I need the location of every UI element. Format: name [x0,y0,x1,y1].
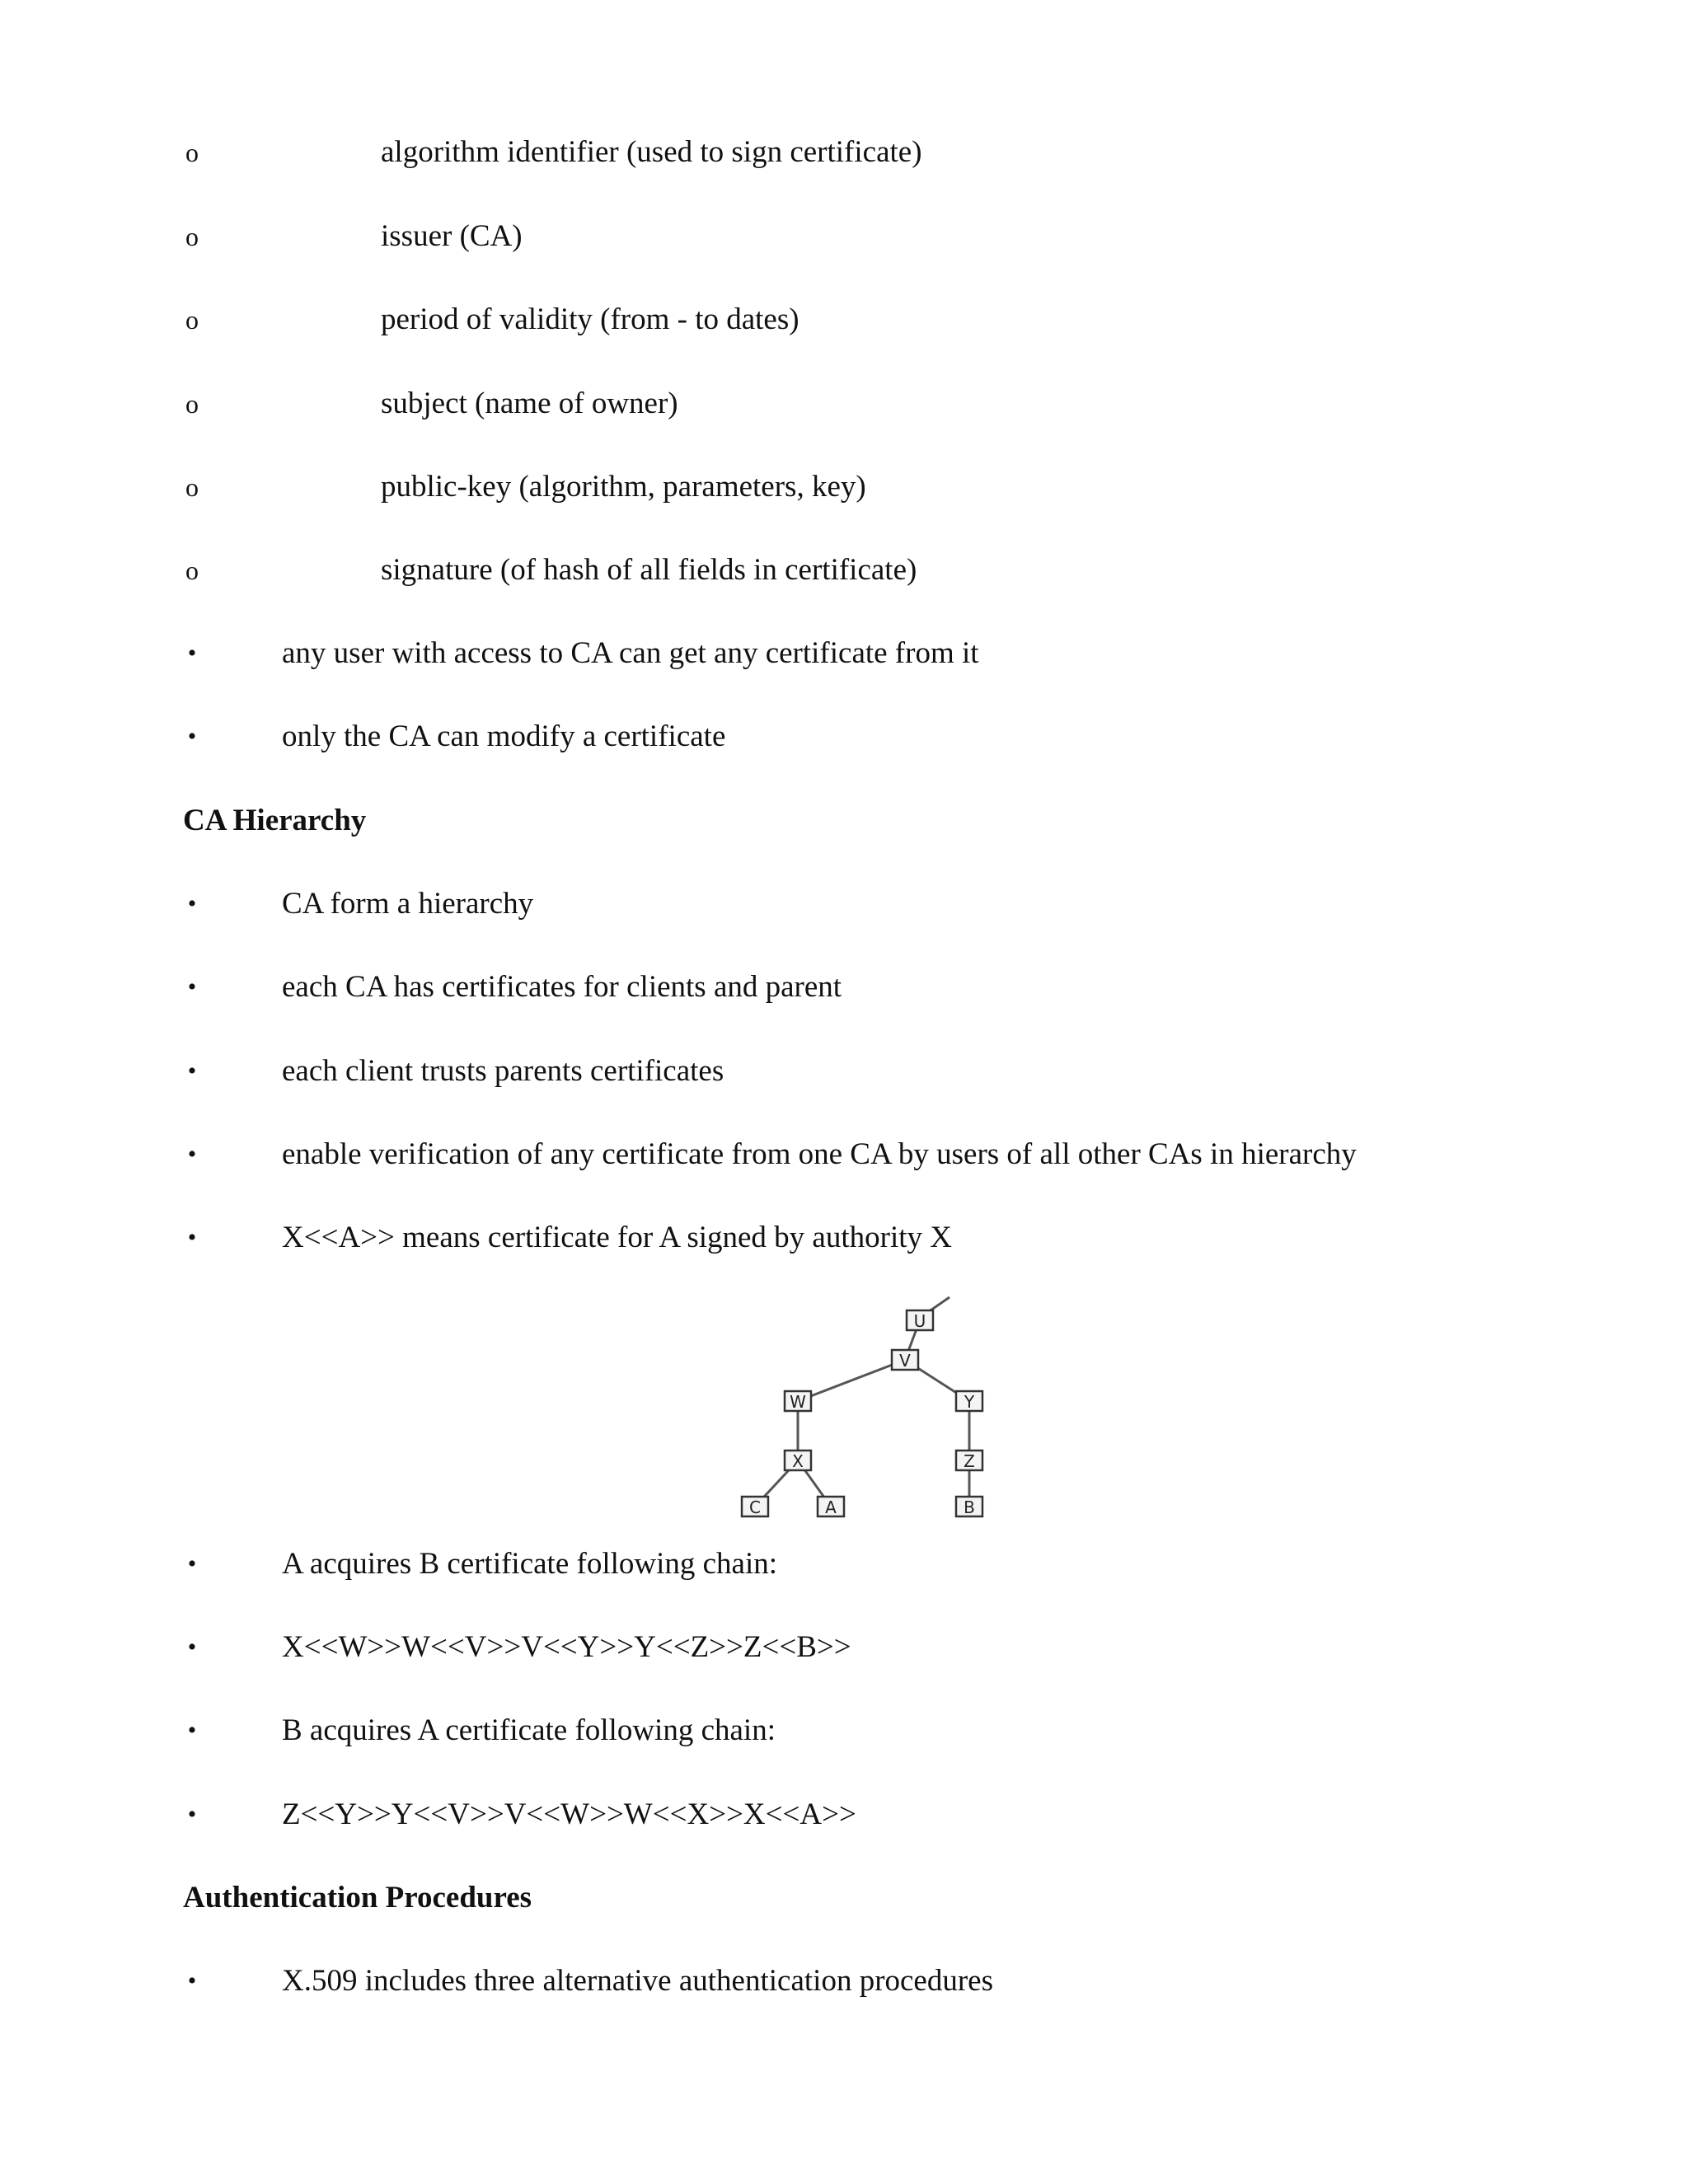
bullet-icon: • [187,973,197,1001]
list-item-text: each client trusts parents certificates [282,1054,724,1088]
ca-hierarchy-heading: CA Hierarchy [183,804,367,837]
bullet-icon: • [187,1550,197,1577]
authentication-procedures-heading: Authentication Procedures [183,1881,532,1915]
list-item-text: X.509 includes three alternative authentication procedures [282,1964,993,1998]
circle-bullet-icon: o [185,472,199,502]
node-label: V [899,1351,911,1371]
edge-w-v [798,1360,905,1401]
node-w [785,1391,811,1412]
bullet-icon: • [187,1801,197,1828]
list-item-text: Z<<Y>>Y<<V>>V<<W>>W<<X>>X<<A>> [282,1797,856,1831]
node-a [818,1497,844,1517]
node-label: C [749,1497,761,1517]
node-label: X [792,1451,804,1471]
list-item-text: CA form a hierarchy [282,887,534,921]
node-label: A [825,1497,837,1517]
bullet-icon: • [187,1141,197,1168]
list-item-text: X<<A>> means certificate for A signed by authority X [282,1221,952,1254]
node-label: U [913,1311,926,1331]
list-item-text: only the CA can modify a certificate [282,719,726,753]
ca-hierarchy-diagram [734,1296,1014,1535]
circle-bullet-icon: o [185,555,199,585]
list-item-text: any user with access to CA can get any certificate from it [282,636,979,670]
bullet-icon: • [187,890,197,917]
node-c [742,1497,768,1517]
circle-bullet-icon: o [185,138,199,167]
node-v [892,1350,918,1371]
node-label: Y [964,1392,975,1412]
node-u [907,1310,933,1331]
circle-bullet-icon: o [185,222,199,251]
bullet-icon: • [187,1717,197,1744]
circle-bullet-icon: o [185,305,199,335]
node-label: B [964,1497,975,1517]
list-item-text: public-key (algorithm, parameters, key) [381,470,866,504]
bullet-icon: • [187,723,197,750]
list-item-text: period of validity (from - to dates) [381,302,799,336]
list-item-text: B acquires A certificate following chain: [282,1713,776,1747]
bullet-icon: • [187,640,197,667]
circle-bullet-icon: o [185,389,199,419]
bullet-icon: • [187,1224,197,1251]
bullet-icon: • [187,1633,197,1661]
list-item-text: A acquires B certificate following chain: [282,1547,778,1581]
node-y [956,1391,982,1412]
node-label: Z [964,1451,975,1471]
list-item-text: issuer (CA) [381,219,523,253]
list-item-text: enable verification of any certificate from one CA by users of all other CAs in hierarchy [282,1137,1357,1171]
list-item-text: each CA has certificates for clients and parent [282,970,842,1004]
node-x [785,1451,811,1471]
list-item-text: signature (of hash of all fields in certificate) [381,553,917,587]
list-item-text: subject (name of owner) [381,387,678,420]
list-item-text: X<<W>>W<<V>>V<<Y>>Y<<Z>>Z<<B>> [282,1630,851,1664]
bullet-icon: • [187,1057,197,1085]
list-item-text: algorithm identifier (used to sign certificate) [381,135,922,169]
node-b [956,1497,982,1517]
node-z [956,1451,982,1471]
node-label: W [790,1392,806,1412]
bullet-icon: • [187,1967,197,1994]
